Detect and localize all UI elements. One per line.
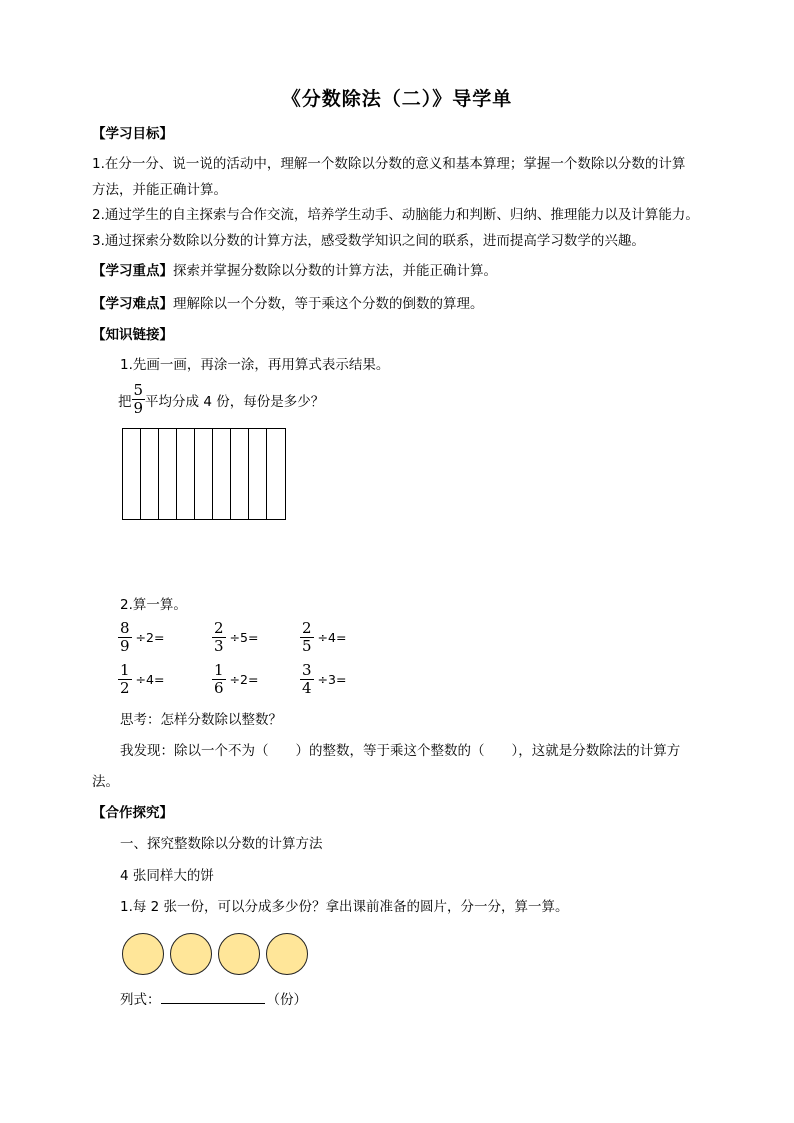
explore-cakes: 4 张同样大的饼	[120, 868, 214, 884]
objectives-heading: 【学习目标】	[92, 126, 173, 142]
calc-fraction	[118, 620, 132, 655]
calc-denominator: 9	[120, 637, 130, 655]
bar-segment	[267, 429, 285, 519]
calc-numerator: 3	[302, 661, 312, 679]
q1-suffix: 平均分成 4 份，每份是多少？	[145, 393, 325, 410]
bar-segment	[231, 429, 249, 519]
difficulty-text: 理解除以一个分数，等于乘这个分数的倒数的算理。	[173, 296, 484, 312]
explore-q1: 1.每 2 张一份，可以分成多少份？拿出课前准备的圆片，分一分，算一算。	[120, 899, 569, 915]
knowledge-q1-problem	[118, 382, 324, 417]
bar-segment	[195, 429, 213, 519]
explore-part1: 一、探究整数除以分数的计算方法	[120, 836, 323, 852]
calc-numerator: 1	[120, 661, 130, 679]
calc-item	[212, 662, 258, 697]
key-point-label: 【学习重点】	[92, 263, 173, 279]
calc-item	[212, 620, 258, 655]
calc-item	[300, 620, 346, 655]
page-title: 《分数除法（二）》导学单	[281, 88, 513, 110]
calc-operation[interactable]: ÷2=	[135, 630, 165, 645]
cake-circle[interactable]	[218, 933, 260, 975]
difficulty-label: 【学习难点】	[92, 296, 173, 312]
discover-line1: 我发现：除以一个不为（ ）的整数，等于乘这个整数的（ ），这就是分数除法的计算方	[120, 743, 681, 759]
discover-line2: 法。	[92, 774, 119, 790]
bar-segment	[177, 429, 195, 519]
calc-numerator: 2	[214, 619, 224, 637]
calc-numerator: 2	[302, 619, 312, 637]
knowledge-q1: 1.先画一画，再涂一涂，再用算式表示结果。	[120, 357, 390, 373]
calc-denominator: 2	[120, 679, 130, 697]
objective-3: 3.通过探索分数除以分数的计算方法，感受数学知识之间的联系，进而提高学习数学的兴趣。	[92, 233, 645, 249]
calc-denominator: 5	[302, 637, 312, 655]
objective-2: 2.通过学生的自主探索与合作交流，培养学生动手、动脑能力和判断、归纳、推理能力以及计算能力。	[92, 207, 699, 223]
objective-1-line1: 1.在分一分、说一说的活动中，理解一个数除以分数的意义和基本算理；掌握一个数除以分数的计算	[92, 156, 686, 172]
bar-segment	[249, 429, 267, 519]
cake-circle[interactable]	[266, 933, 308, 975]
calc-item	[300, 662, 346, 697]
think-question: 思考：怎样分数除以整数？	[120, 712, 282, 728]
ninths-bar-diagram	[122, 428, 286, 520]
calc-operation[interactable]: ÷4=	[317, 630, 347, 645]
calc-operation[interactable]: ÷4=	[135, 672, 165, 687]
calc-numerator: 8	[120, 619, 130, 637]
calc-fraction	[212, 662, 226, 697]
formula-line	[120, 989, 307, 1010]
formula-unit: （份）	[266, 992, 307, 1008]
knowledge-link-heading: 【知识链接】	[92, 327, 173, 343]
calc-operation[interactable]: ÷5=	[229, 630, 259, 645]
key-point	[92, 261, 497, 281]
calc-denominator: 3	[214, 637, 224, 655]
calc-fraction	[300, 620, 314, 655]
objective-1-line2: 方法，并能正确计算。	[92, 182, 227, 198]
formula-blank[interactable]	[161, 989, 265, 1004]
calc-operation[interactable]: ÷2=	[229, 672, 259, 687]
fraction-numerator: 5	[133, 381, 144, 399]
calc-denominator: 4	[302, 679, 312, 697]
explore-heading: 【合作探究】	[92, 805, 173, 821]
q1-prefix: 把	[118, 393, 132, 410]
key-point-text: 探索并掌握分数除以分数的计算方法，并能正确计算。	[173, 263, 497, 279]
calc-numerator: 1	[214, 661, 224, 679]
calc-fraction	[118, 662, 132, 697]
fraction-denominator: 9	[133, 399, 144, 417]
bar-segment	[123, 429, 141, 519]
formula-label: 列式：	[120, 992, 161, 1008]
calc-fraction	[212, 620, 226, 655]
fraction-five-ninths	[132, 382, 146, 417]
bar-segment	[213, 429, 231, 519]
knowledge-q2: 2.算一算。	[120, 597, 187, 613]
cake-circle[interactable]	[122, 933, 164, 975]
calc-fraction	[300, 662, 314, 697]
bar-segment	[141, 429, 159, 519]
difficulty	[92, 294, 484, 314]
bar-segment	[159, 429, 177, 519]
calc-item	[118, 662, 164, 697]
calc-item	[118, 620, 164, 655]
cake-circle[interactable]	[170, 933, 212, 975]
calc-denominator: 6	[214, 679, 224, 697]
calc-operation[interactable]: ÷3=	[317, 672, 347, 687]
cake-circles	[122, 933, 314, 975]
